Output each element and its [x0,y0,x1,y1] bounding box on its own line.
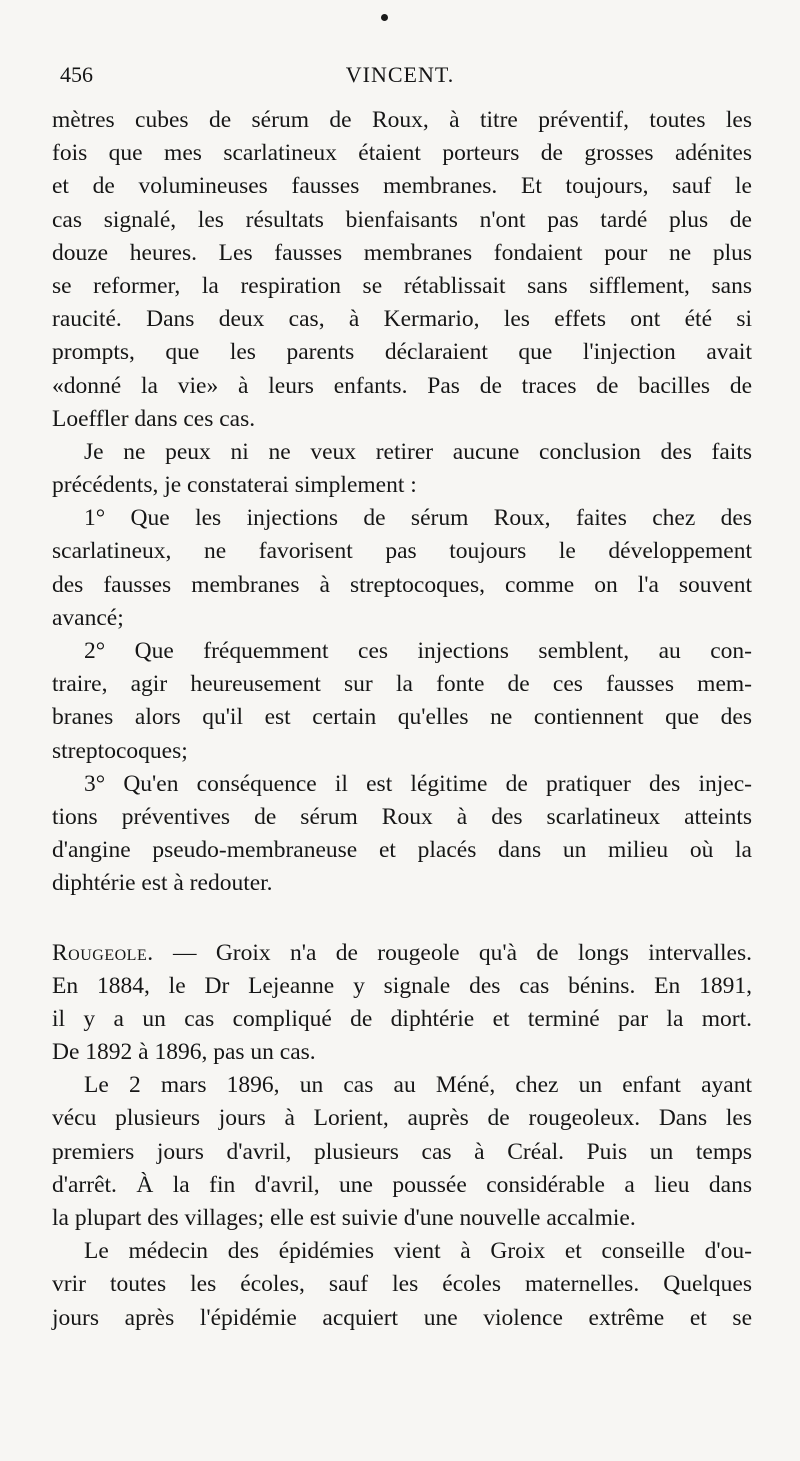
paragraph [52,768,752,901]
paragraph [52,502,752,635]
text-line: avancé; [52,604,124,631]
text-line: scarlatineux, ne favorisent pas toujours le développement [52,538,752,565]
paragraph [52,104,752,436]
paragraph [52,635,752,768]
text-line: il y a un cas compliqué de diphtérie et terminé par la mort. [52,1005,752,1032]
paragraph [52,1235,752,1335]
text-line: fois que mes scarlatineux étaient porteurs de grosses adénites [52,140,752,167]
running-title: VINCENT. [345,62,455,87]
text-run: — Groix n'a de rougeole qu'à de longs intervalles. [172,939,752,966]
paragraph [52,436,752,502]
paragraph [52,937,752,1070]
ink-dot [381,14,388,21]
text-line: diphtérie est à redouter. [52,870,273,897]
text-line: De 1892 à 1896, pas un cas. [52,1039,316,1066]
text-line: Le médecin des épidémies vient à Groix et conseille d'ou- [84,1238,752,1265]
page-number: 456 [60,62,93,87]
text-line: des fausses membranes à streptocoques, comme on l'a souvent [52,571,752,598]
text-line: prompts, que les parents déclaraient que l'injection avait [52,339,752,366]
running-header [36,62,764,92]
section-gap [52,901,752,937]
text-line: se reformer, la respiration se rétablissait sans sifflement, sans [52,272,752,299]
text-line: streptocoques; [52,737,188,764]
text-line: 1° Que les injections de sérum Roux, faites chez des [84,505,752,532]
text-line: vrir toutes les écoles, sauf les écoles maternelles. Quelques [52,1271,752,1298]
text-line: premiers jours d'avril, plusieurs cas à Créal. Puis un temps [52,1138,752,1165]
text-line: raucité. Dans deux cas, à Kermario, les effets ont été si [52,306,752,333]
text-line: «donné la vie» à leurs enfants. Pas de traces de bacilles de [52,372,752,399]
text-line: Le 2 mars 1896, un cas au Méné, chez un enfant ayant [84,1072,752,1099]
body-text [52,104,752,1335]
text-line: branes alors qu'il est certain qu'elles ne contiennent que des [52,704,752,731]
paragraph [52,1069,752,1235]
text-line: Loeffler dans ces cas. [52,405,256,432]
text-line: traire, agir heureusement sur la fonte de ces fausses mem- [52,671,752,698]
text-line: d'angine pseudo-membraneuse et placés dans un milieu où la [52,837,752,864]
text-line: 3° Qu'en conséquence il est légitime de pratiquer des injec- [84,770,752,797]
text-line: jours après l'épidémie acquiert une violence extrême et se [52,1304,752,1331]
text-line: vécu plusieurs jours à Lorient, auprès de rougeoleux. Dans les [52,1105,752,1132]
text-line: d'arrêt. À la fin d'avril, une poussée considérable a lieu dans [52,1171,752,1198]
text-line: cas signalé, les résultats bienfaisants n'ont pas tardé plus de [52,206,752,233]
text-line: tions préventives de sérum Roux à des scarlatineux atteints [52,803,752,830]
text-line: 2° Que fréquemment ces injections semblent, au con- [84,638,752,664]
text-line: Je ne peux ni ne veux retirer aucune conclusion des faits [84,438,752,465]
text-line: En 1884, le Dr Lejeanne y signale des cas bénins. En 1891, [52,972,752,999]
text-line: mètres cubes de sérum de Roux, à titre préventif, toutes les [52,107,752,133]
text-line: et de volumineuses fausses membranes. Et toujours, sauf le [52,173,752,200]
section-heading: Rougeole. [52,939,154,966]
text-line: douze heures. Les fausses membranes fondaient pour ne plus [52,239,752,266]
text-line: la plupart des villages; elle est suivie d'une nouvelle accalmie. [52,1205,636,1231]
text-line: précédents, je constaterai simplement : [52,472,417,499]
text-line [52,937,752,970]
